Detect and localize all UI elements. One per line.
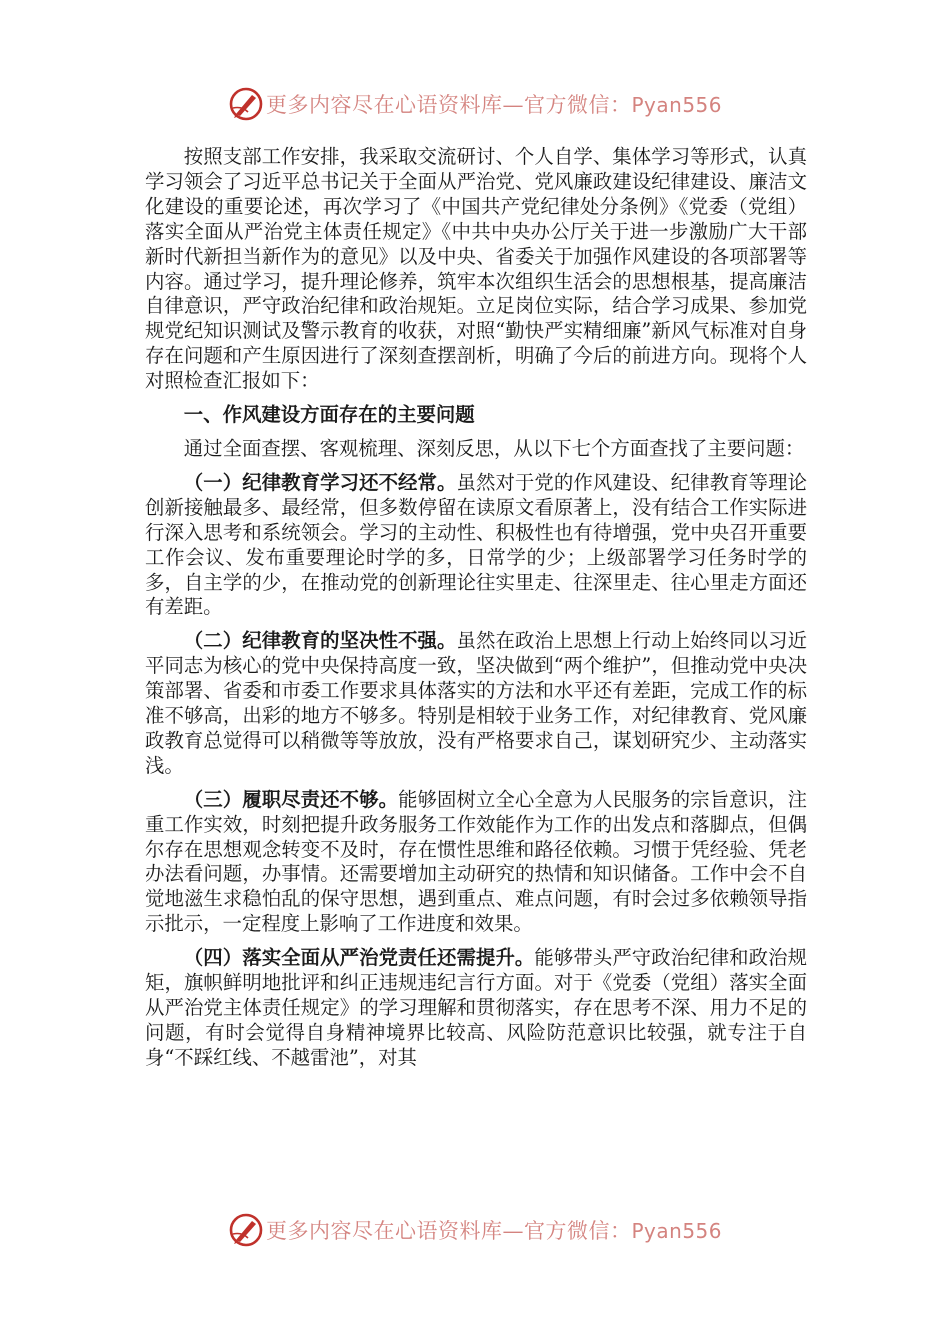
item-body: 虽然对于党的作风建设、纪律教育等理论创新接触最多、最经常，但多数停留在读原文看原著上，没有结合工作实际进行深入思考和系统领会。学习的主动性、积极性也有待增强，党中央召开重要工作会议、发布重要理论时学的多，日常学的少；上级部署学习任务时学的多，自主学的少，在推动党的创新理论往实里走、往深里走、往心里走方面还有差距。 [145,470,808,619]
watermark-text: 更多内容尽在心语资料库—官方微信： [265,93,632,117]
intro-paragraph: 按照支部工作安排，我采取交流研讨、个人自学、集体学习等形式，认真学习领会了习近平总书记关于全面从严治党、党风廉政建设纪律建设、廉洁文化建设的重要论述，再次学习了《中国共产党纪律处分条例》《党委（党组）落实全面从严治党主体责任规定》《中共中央办公厅关于进一步激励广大干部新时代新担当新作为的意见》以及中央、省委关于加强作风建设的各项部署等内容。通过学习，提升理论修养，筑牢本次组织生活会的思想根基，提高廉洁自律意识，严守政治纪律和政治规矩。立足岗位实际，结合学习成果、参加党规党纪知识测试及警示教育的收获，对照“勤快严实精细廉”新风气标准对自身存在问题和产生原因进行了深刻查摆剖析，明确了今后的前进方向。现将个人对照检查汇报如下： [145,145,807,393]
watermark-wechat-id: Pyan556 [631,93,722,117]
section-heading: 一、作风建设方面存在的主要问题 [183,403,475,427]
watermark-text: 更多内容尽在心语资料库—官方微信： [265,1219,632,1243]
watermark-wechat-id: Pyan556 [631,1219,722,1243]
item-paragraph-2 [145,629,807,778]
item-title: （四）落实全面从严治党责任还需提升。 [183,946,535,970]
document-body [145,145,807,1071]
item-paragraph-1 [145,471,807,620]
item-body: 能够带头严守政治纪律和政治规矩，旗帜鲜明地批评和纠正违规违纪言行方面。对于《党委（党组）落实全面从严治党主体责任规定》的学习理解和贯彻落实，存在思考不深、用力不足的问题，有时会觉得自身精神境界比较高、风险防范意识比较强，就专注于自身“不踩红线、不越雷池”，对其 [145,946,808,1069]
section-intro-paragraph: 通过全面查摆、客观梳理、深刻反思，从以下七个方面查找了主要问题： [183,436,805,460]
item-title: （二）纪律教育的坚决性不强。 [183,629,457,653]
watermark-banner-top [0,84,950,124]
item-title: （一）纪律教育学习还不经常。 [183,470,457,494]
item-paragraph-4 [145,946,807,1071]
pen-logo-icon [228,1212,264,1248]
item-title: （三）履职尽责还不够。 [183,787,399,811]
item-body: 能够固树立全心全意为人民服务的宗旨意识，注重工作实效，时刻把提升政务服务工作效能作为工作的出发点和落脚点，但偶尔存在思想观念转变不及时，存在惯性思维和路径依赖。习惯于凭经验、凭老办法看问题，办事情。还需要增加主动研究的热情和知识储备。工作中会不自觉地滋生求稳怕乱的保守思想，遇到重点、难点问题，有时会过多依赖领导指示批示，一定程度上影响了工作进度和效果。 [145,787,808,936]
item-body: 虽然在政治上思想上行动上始终同以习近平同志为核心的党中央保持高度一致，坚决做到“两个维护”，但推动党中央决策部署、省委和市委工作要求具体落实的方法和水平还有差距，完成工作的标准不够高，出彩的地方不够多。特别是相较于业务工作，对纪律教育、党风廉政教育总觉得可以稍微等等放放，没有严格要求自己，谋划研究少、主动落实浅。 [145,629,808,777]
pen-logo-icon [228,86,264,122]
watermark-banner-bottom [0,1210,950,1250]
item-paragraph-3 [145,788,807,937]
